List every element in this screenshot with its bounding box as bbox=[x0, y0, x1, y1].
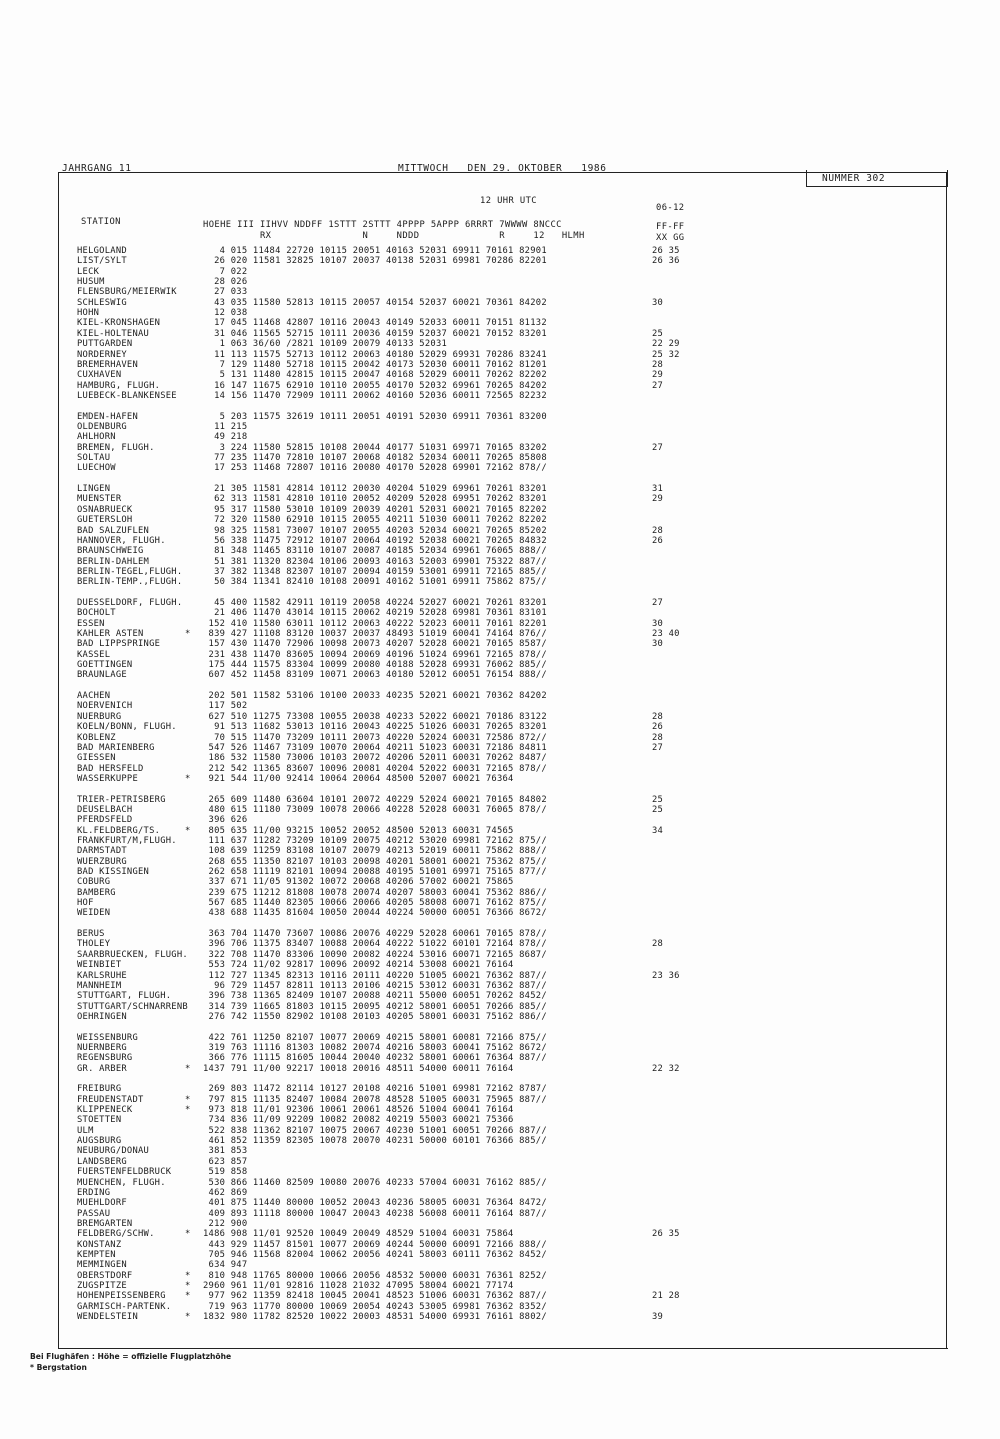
station-name: KOBLENZ bbox=[77, 732, 116, 743]
synop-code-groups: 31 046 11565 52715 10111 20036 40159 52037 60021 70152 83201 bbox=[203, 328, 547, 339]
synop-code-groups: 51 381 11320 82304 10106 20093 40163 52003 69901 75322 887// bbox=[203, 556, 547, 567]
wind-period-label: 06-12 bbox=[656, 203, 685, 213]
station-name: LUEBECK-BLANKENSEE bbox=[77, 390, 177, 401]
station-name: KIEL-HOLTENAU bbox=[77, 328, 150, 339]
synop-code-groups: 319 763 11116 81303 10082 20074 40216 58003 60041 75162 8672/ bbox=[203, 1042, 547, 1053]
gust-values: 21 28 bbox=[652, 1291, 680, 1302]
gust-values: 26 36 bbox=[652, 256, 680, 267]
synop-code-groups: 11 215 bbox=[203, 421, 248, 432]
station-name: BAD LIPPSPRINGE bbox=[77, 639, 161, 650]
gust-values: 39 bbox=[652, 1312, 664, 1322]
mountain-station-marker: * bbox=[185, 1105, 191, 1115]
station-name: STUTTGART/SCHNARRENB bbox=[77, 1001, 188, 1012]
synop-code-groups: 7 022 bbox=[203, 266, 248, 277]
station-name: ULM bbox=[77, 1125, 94, 1136]
station-name: EMDEN-HAFEN bbox=[77, 411, 139, 422]
station-name: KASSEL bbox=[77, 649, 111, 660]
station-name: WUERZBURG bbox=[77, 856, 127, 867]
synop-code-groups: 480 615 11180 73009 10078 20066 40228 52028 60031 76065 878// bbox=[203, 804, 547, 815]
gust-values: 34 bbox=[652, 825, 664, 836]
station-name: STOETTEN bbox=[77, 1115, 122, 1126]
synop-code-groups: 11 113 11575 52713 10112 20063 40180 52029 69931 70286 83241 bbox=[203, 349, 547, 360]
station-name: BREMEN, FLUGH. bbox=[77, 442, 155, 453]
station-name: OSNABRUECK bbox=[77, 504, 133, 515]
synop-code-groups: 202 501 11582 53106 10100 20033 40235 52021 60021 70362 84202 bbox=[203, 691, 547, 701]
issue-number: NUMMER 302 bbox=[822, 173, 886, 184]
gust-values: 27 bbox=[652, 380, 664, 391]
mountain-station-note: * Bergstation bbox=[30, 1363, 87, 1372]
gust-values: 29 bbox=[652, 494, 664, 505]
station-name: HUSUM bbox=[77, 277, 105, 288]
synop-code-groups: 401 875 11440 80000 10052 20043 40236 58005 60031 76364 8472/ bbox=[203, 1198, 547, 1209]
synop-code-groups: 239 675 11212 81808 10078 20074 40207 58003 60041 75362 886// bbox=[203, 887, 547, 898]
station-name: WEINBIET bbox=[77, 960, 122, 971]
code-column-header: HOEHE III IIHVV NDDFF 1STTT 2STTT 4PPPP 5APPP 6RRRT 7WWWW 8NCCC bbox=[203, 220, 562, 230]
gust-values: 30 bbox=[652, 639, 664, 650]
synop-code-groups: 530 866 11460 82509 10080 20076 40233 57004 60031 76162 885// bbox=[203, 1177, 547, 1188]
gust-values: 26 35 bbox=[652, 246, 680, 256]
synop-code-groups: 438 688 11435 81604 10050 20044 40224 50000 60051 76366 8672/ bbox=[203, 908, 547, 919]
station-name: WEISSENBURG bbox=[77, 1032, 139, 1043]
gust-values: 23 36 bbox=[652, 970, 680, 981]
station-name: BAD HERSFELD bbox=[77, 763, 144, 774]
station-name: FREUDENSTADT bbox=[77, 1094, 144, 1105]
station-name: BERLIN-TEMP.,FLUGH. bbox=[77, 577, 183, 588]
station-name: ESSEN bbox=[77, 618, 105, 629]
station-name: GR. ARBER bbox=[77, 1063, 127, 1074]
synop-code-groups: 734 836 11/09 92209 10082 20082 40219 55003 60021 75366 bbox=[203, 1115, 514, 1126]
station-name: GUETERSLOH bbox=[77, 515, 133, 526]
synop-code-groups: 112 727 11345 82313 10116 20111 40220 51005 60021 76362 887// bbox=[203, 970, 547, 981]
station-name: MUENCHEN, FLUGH. bbox=[77, 1177, 166, 1188]
gust-values: 26 bbox=[652, 535, 664, 546]
synop-code-groups: 27 033 bbox=[203, 287, 248, 298]
synop-code-groups: 973 818 11/01 92306 10061 20061 48526 51004 60041 76164 bbox=[203, 1105, 514, 1115]
left-rule bbox=[58, 172, 59, 1348]
synop-code-groups: 921 544 11/00 92414 10064 20064 48500 52007 60021 76364 bbox=[203, 773, 514, 784]
synop-code-groups: 265 609 11480 63604 10101 20072 40229 52024 60021 70165 84802 bbox=[203, 794, 547, 805]
station-name: BRAUNSCHWEIG bbox=[77, 546, 144, 557]
gust-values: 28 bbox=[652, 711, 664, 722]
synop-code-groups: 157 430 11470 72906 10098 20073 40207 52028 60021 70165 8587/ bbox=[203, 639, 547, 650]
synop-code-groups: 98 325 11581 73007 10107 20055 40203 52034 60021 70265 85202 bbox=[203, 525, 547, 536]
synop-code-groups: 443 929 11457 81501 10077 20069 40244 50000 60091 72166 888// bbox=[203, 1239, 547, 1250]
station-name: NOERVENICH bbox=[77, 701, 133, 712]
synop-code-groups: 96 729 11457 82811 10113 20106 40215 53012 60031 76362 887// bbox=[203, 980, 547, 991]
synop-code-groups: 50 384 11341 82410 10108 20091 40162 51001 69911 75862 875// bbox=[203, 577, 547, 588]
code-column-subheader: RX N NDDD R 12 HLMH bbox=[203, 231, 585, 241]
station-name: OEHRINGEN bbox=[77, 1011, 127, 1022]
synop-code-groups: 37 382 11348 82307 10107 20094 40159 53001 69911 72165 885// bbox=[203, 566, 547, 577]
synop-code-groups: 322 708 11470 83306 10090 20082 40224 53016 60071 72165 8687/ bbox=[203, 949, 547, 960]
station-name: MUENSTER bbox=[77, 494, 122, 505]
station-name: LIST/SYLT bbox=[77, 256, 127, 267]
station-name: OBERSTDORF bbox=[77, 1270, 133, 1281]
station-name: DUESSELDORF, FLUGH. bbox=[77, 597, 183, 608]
station-name: BERLIN-TEGEL,FLUGH. bbox=[77, 566, 183, 577]
synop-code-groups: 62 313 11581 42810 10110 20052 40209 52028 69951 70262 83201 bbox=[203, 494, 547, 505]
station-name: WEIDEN bbox=[77, 908, 111, 919]
station-name: CUXHAVEN bbox=[77, 370, 122, 381]
synop-code-groups: 607 452 11458 83109 10071 20063 40180 52012 60051 76154 888// bbox=[203, 670, 547, 681]
station-name: THOLEY bbox=[77, 939, 111, 950]
synop-code-groups: 396 738 11365 82409 10107 20088 40211 55000 60051 70262 8452/ bbox=[203, 991, 547, 1002]
synop-code-groups: 231 438 11470 83605 10094 20069 40196 51024 69961 72165 878// bbox=[203, 649, 547, 660]
station-name: GARMISCH-PARTENK. bbox=[77, 1301, 172, 1312]
mountain-station-marker: * bbox=[185, 1229, 191, 1240]
station-name: BREMGARTEN bbox=[77, 1218, 133, 1229]
station-name: BAMBERG bbox=[77, 887, 116, 898]
gust-values: 28 bbox=[652, 939, 664, 950]
station-name: STUTTGART, FLUGH. bbox=[77, 991, 172, 1002]
station-name: PUTTGARDEN bbox=[77, 339, 133, 350]
mountain-station-marker: * bbox=[185, 1270, 191, 1281]
gust-column-subheader: XX GG bbox=[656, 233, 685, 243]
synop-code-groups: 4 015 11484 22720 10115 20051 40163 52031 69911 70161 82901 bbox=[203, 246, 547, 256]
gust-values: 23 40 bbox=[652, 629, 680, 639]
station-name: BAD SALZUFLEN bbox=[77, 525, 150, 536]
station-name: NORDERNEY bbox=[77, 349, 127, 360]
synop-code-groups: 7 129 11480 52718 10115 20042 40173 52030 60011 70162 81201 bbox=[203, 359, 547, 370]
gust-values: 27 bbox=[652, 597, 664, 608]
synop-code-groups: 17 253 11468 72807 10116 20080 40170 52028 69901 72162 878// bbox=[203, 463, 547, 474]
synop-code-groups: 16 147 11675 62910 10110 20055 40170 52032 69961 70265 84202 bbox=[203, 380, 547, 391]
synop-code-groups: 461 852 11359 82305 10078 20070 40231 50000 60101 76366 885// bbox=[203, 1136, 547, 1147]
synop-code-groups: 627 510 11275 73308 10055 20038 40233 52022 60021 70186 83122 bbox=[203, 711, 547, 722]
synop-code-groups: 152 410 11580 63011 10112 20063 40222 52023 60011 70161 82201 bbox=[203, 618, 547, 629]
synop-code-groups: 553 724 11/02 92817 10096 20092 40214 53008 60021 76164 bbox=[203, 960, 514, 971]
synop-code-groups: 810 948 11765 80000 10066 20056 48532 50000 60031 76361 8252/ bbox=[203, 1270, 547, 1281]
station-name: KL.FELDBERG/TS. bbox=[77, 825, 161, 836]
synop-code-groups: 1 063 36/60 /2821 10109 20079 40133 52031 bbox=[203, 339, 448, 350]
station-name: ERDING bbox=[77, 1187, 111, 1198]
synop-code-groups: 21 305 11581 42814 10112 20030 40204 51029 69961 70261 83201 bbox=[203, 484, 547, 494]
gust-values: 27 bbox=[652, 742, 664, 753]
report-date: MITTWOCH DEN 29. OKTOBER 1986 bbox=[398, 163, 607, 174]
station-name: NUERNBERG bbox=[77, 1042, 127, 1053]
station-name: KONSTANZ bbox=[77, 1239, 122, 1250]
station-name: SCHLESWIG bbox=[77, 297, 127, 308]
station-name: SOLTAU bbox=[77, 453, 111, 463]
station-name: HOHENPEISSENBERG bbox=[77, 1291, 166, 1302]
gust-values: 30 bbox=[652, 297, 664, 308]
station-name: FRANKFURT/M,FLUGH. bbox=[77, 835, 177, 846]
station-name: KLIPPENECK bbox=[77, 1105, 133, 1115]
station-name: GOETTINGEN bbox=[77, 660, 133, 670]
gust-values: 25 32 bbox=[652, 349, 680, 360]
synop-code-groups: 111 637 11282 73209 10109 20075 40212 53020 69981 72162 875// bbox=[203, 835, 547, 846]
gust-values: 30 bbox=[652, 618, 664, 629]
synop-code-groups: 17 045 11468 42807 10116 20043 40149 52033 60011 70151 81132 bbox=[203, 318, 547, 329]
synop-code-groups: 337 671 11/05 91302 10072 20068 40206 57002 60021 75865 bbox=[203, 877, 514, 888]
mountain-station-marker: * bbox=[185, 1063, 191, 1074]
synop-code-groups: 462 869 bbox=[203, 1187, 248, 1198]
synop-code-groups: 314 739 11665 81803 10115 20095 40212 58001 60051 70266 885// bbox=[203, 1001, 547, 1012]
station-name: NUERBURG bbox=[77, 711, 122, 722]
synop-code-groups: 175 444 11575 83304 10099 20080 40188 52028 69931 76062 885// bbox=[203, 660, 547, 670]
gust-values: 28 bbox=[652, 359, 664, 370]
synop-code-groups: 797 815 11135 82407 10084 20078 48528 51005 60031 75965 887// bbox=[203, 1094, 547, 1105]
station-name: KIEL-KRONSHAGEN bbox=[77, 318, 161, 329]
station-name: BRAUNLAGE bbox=[77, 670, 127, 681]
airport-height-note: Bei Flughäfen : Höhe = offizielle Flugplatzhöhe bbox=[30, 1352, 232, 1361]
synop-code-groups: 276 742 11550 82902 10108 20103 40205 58001 60031 75162 886// bbox=[203, 1011, 547, 1022]
station-name: AACHEN bbox=[77, 691, 111, 701]
synop-code-groups: 2960 961 11/01 92816 11028 21032 47095 58004 60021 77174 bbox=[203, 1281, 514, 1291]
station-name: BREMERHAVEN bbox=[77, 359, 139, 370]
synop-code-groups: 108 639 11259 83108 10107 20079 40213 52019 60011 75862 888// bbox=[203, 846, 547, 857]
station-name: BAD MARIENBERG bbox=[77, 742, 155, 753]
station-name: WASSERKUPPE bbox=[77, 773, 139, 784]
gust-values: 26 bbox=[652, 722, 664, 733]
gust-values: 28 bbox=[652, 732, 664, 743]
synop-code-groups: 186 532 11580 73006 10103 20072 40206 52011 60031 70262 8487/ bbox=[203, 753, 547, 764]
station-column-header: STATION bbox=[81, 217, 121, 227]
station-name: HANNOVER, FLUGH. bbox=[77, 535, 166, 546]
synop-code-groups: 1486 908 11/01 92520 10049 20049 48529 51004 60031 75864 bbox=[203, 1229, 514, 1240]
gust-values: 28 bbox=[652, 525, 664, 536]
synop-code-groups: 262 658 11119 82101 10094 20088 40195 51001 69971 75165 877// bbox=[203, 867, 547, 877]
station-name: KAHLER ASTEN bbox=[77, 629, 144, 639]
synop-code-groups: 91 513 11682 53013 10116 20043 40225 51026 60031 70265 83201 bbox=[203, 722, 547, 733]
synop-code-groups: 363 704 11470 73607 10086 20076 40229 52028 60061 70165 878// bbox=[203, 929, 547, 940]
gust-values: 29 bbox=[652, 370, 664, 381]
synop-code-groups: 43 035 11580 52813 10115 20057 40154 52037 60021 70361 84202 bbox=[203, 297, 547, 308]
station-name: MEMMINGEN bbox=[77, 1260, 127, 1271]
synop-code-groups: 212 900 bbox=[203, 1218, 248, 1229]
synop-code-groups: 634 947 bbox=[203, 1260, 248, 1271]
synop-code-groups: 519 858 bbox=[203, 1167, 248, 1178]
mountain-station-marker: * bbox=[185, 1281, 191, 1291]
station-name: NEUBURG/DONAU bbox=[77, 1146, 150, 1157]
station-name: DEUSELBACH bbox=[77, 804, 133, 815]
synop-code-groups: 839 427 11108 83120 10037 20037 48493 51019 60041 74164 876// bbox=[203, 629, 547, 639]
right-rule bbox=[946, 172, 947, 1348]
gust-values: 22 29 bbox=[652, 339, 680, 350]
gust-values: 25 bbox=[652, 328, 664, 339]
synop-code-groups: 522 838 11362 82107 10075 20067 40230 51001 60051 70266 887// bbox=[203, 1125, 547, 1136]
synop-code-groups: 366 776 11115 81605 10044 20040 40232 58001 60061 76364 887// bbox=[203, 1053, 547, 1064]
synop-code-groups: 49 218 bbox=[203, 432, 248, 443]
station-name: HAMBURG, FLUGH. bbox=[77, 380, 161, 391]
synop-code-groups: 117 502 bbox=[203, 701, 248, 712]
station-name: WENDELSTEIN bbox=[77, 1312, 139, 1322]
synop-code-groups: 705 946 11568 82004 10062 20056 40241 58003 60111 76362 8452/ bbox=[203, 1249, 547, 1260]
synop-code-groups: 81 348 11465 83110 10107 20087 40185 52034 69961 76065 888// bbox=[203, 546, 547, 557]
station-name: MUEHLDORF bbox=[77, 1198, 127, 1209]
synop-code-groups: 14 156 11470 72909 10111 20062 40160 52036 60011 72565 82232 bbox=[203, 390, 547, 401]
synop-code-groups: 1437 791 11/00 92217 10018 20016 48511 54000 60011 76164 bbox=[203, 1063, 514, 1074]
gust-values: 26 35 bbox=[652, 1229, 680, 1240]
station-name: ZUGSPITZE bbox=[77, 1281, 127, 1291]
station-name: COBURG bbox=[77, 877, 111, 888]
station-name: LINGEN bbox=[77, 484, 111, 494]
station-name: BAD KISSINGEN bbox=[77, 867, 150, 877]
station-name: BERUS bbox=[77, 929, 105, 940]
bottom-rule bbox=[58, 1348, 948, 1349]
synop-code-groups: 21 406 11470 43014 10115 20062 40219 52028 69981 70361 83101 bbox=[203, 608, 547, 619]
gust-values: 31 bbox=[652, 484, 664, 494]
synop-code-groups: 1832 980 11782 82520 10022 20003 48531 54000 69931 76161 8802/ bbox=[203, 1312, 547, 1322]
synop-code-groups: 56 338 11475 72912 10107 20064 40192 52038 60021 70265 84832 bbox=[203, 535, 547, 546]
gust-values: 27 bbox=[652, 442, 664, 453]
observation-time: 12 UHR UTC bbox=[480, 196, 537, 206]
synop-code-groups: 547 526 11467 73109 10070 20064 40211 51023 60031 72186 84811 bbox=[203, 742, 547, 753]
station-name: GIESSEN bbox=[77, 753, 116, 764]
station-name: MANNHEIM bbox=[77, 980, 122, 991]
station-name: PFERDSFELD bbox=[77, 815, 133, 826]
station-name: FLENSBURG/MEIERWIK bbox=[77, 287, 177, 298]
synop-code-groups: 3 224 11580 52815 10108 20044 40177 51031 69971 70165 83202 bbox=[203, 442, 547, 453]
synop-code-groups: 269 803 11472 82114 10127 20108 40216 51001 69981 72162 8787/ bbox=[203, 1084, 547, 1095]
synop-code-groups: 12 038 bbox=[203, 308, 248, 319]
synop-code-groups: 45 400 11582 42911 10119 20058 40224 52027 60021 70261 83201 bbox=[203, 597, 547, 608]
synop-code-groups: 396 626 bbox=[203, 815, 248, 826]
synop-code-groups: 26 020 11581 32825 10107 20037 40138 52031 69981 70286 82201 bbox=[203, 256, 547, 267]
synop-code-groups: 212 542 11365 83607 10096 20081 40204 52022 60031 72165 878// bbox=[203, 763, 547, 774]
synop-code-groups: 719 963 11770 80000 10069 20054 40243 53005 69981 76362 8352/ bbox=[203, 1301, 547, 1312]
synop-code-groups: 396 706 11375 83407 10088 20064 40222 51022 60101 72164 878// bbox=[203, 939, 547, 950]
mountain-station-marker: * bbox=[185, 773, 191, 784]
mountain-station-marker: * bbox=[185, 1312, 191, 1322]
station-name: HOHN bbox=[77, 308, 100, 319]
synop-code-groups: 977 962 11359 82418 10045 20041 48523 51006 60031 76362 887// bbox=[203, 1291, 547, 1302]
synop-code-groups: 805 635 11/00 93215 10052 20052 48500 52013 60031 74565 bbox=[203, 825, 514, 836]
synop-code-groups: 72 320 11580 62910 10115 20055 40211 51030 60011 70262 82202 bbox=[203, 515, 547, 526]
station-name: KOELN/BONN, FLUGH. bbox=[77, 722, 177, 733]
gust-values: 25 bbox=[652, 794, 664, 805]
synop-code-groups: 567 685 11440 82305 10066 20066 40205 58008 60071 76162 875// bbox=[203, 898, 547, 908]
synop-code-groups: 381 853 bbox=[203, 1146, 248, 1157]
synop-code-groups: 77 235 11470 72810 10107 20068 40182 52034 60011 70265 85808 bbox=[203, 453, 547, 463]
station-name: HOF bbox=[77, 898, 94, 908]
station-name: PASSAU bbox=[77, 1208, 111, 1219]
station-name: AUGSBURG bbox=[77, 1136, 122, 1147]
synop-code-groups: 5 131 11480 42815 10115 20047 40168 52029 60011 70262 82202 bbox=[203, 370, 547, 381]
station-name: LUECHOW bbox=[77, 463, 116, 474]
synop-code-groups: 268 655 11350 82107 10103 20098 40201 58001 60021 75362 875// bbox=[203, 856, 547, 867]
station-name: KEMPTEN bbox=[77, 1249, 116, 1260]
station-name: LECK bbox=[77, 266, 100, 277]
gust-values: 22 32 bbox=[652, 1063, 680, 1074]
station-name: HELGOLAND bbox=[77, 246, 127, 256]
gust-column-header: FF-FF bbox=[656, 222, 685, 232]
station-name: FUERSTENFELDBRUCK bbox=[77, 1167, 172, 1178]
volume-label: JAHRGANG 11 bbox=[62, 163, 132, 174]
station-name: KARLSRUHE bbox=[77, 970, 127, 981]
station-name: BERLIN-DAHLEM bbox=[77, 556, 150, 567]
synop-code-groups: 70 515 11470 73209 10111 20073 40220 52024 60031 72586 872// bbox=[203, 732, 547, 743]
synop-code-groups: 95 317 11580 53010 10109 20039 40201 52031 60021 70165 82202 bbox=[203, 504, 547, 515]
station-name: OLDENBURG bbox=[77, 421, 127, 432]
synop-code-groups: 28 026 bbox=[203, 277, 248, 288]
mountain-station-marker: * bbox=[185, 1094, 191, 1105]
station-name: DARMSTADT bbox=[77, 846, 127, 857]
station-name: AHLHORN bbox=[77, 432, 116, 443]
station-name: FELDBERG/SCHW. bbox=[77, 1229, 155, 1240]
synop-code-groups: 5 203 11575 32619 10111 20051 40191 52030 69911 70361 83200 bbox=[203, 411, 547, 422]
mountain-station-marker: * bbox=[185, 1291, 191, 1302]
station-name: TRIER-PETRISBERG bbox=[77, 794, 166, 805]
mountain-station-marker: * bbox=[185, 629, 191, 639]
mountain-station-marker: * bbox=[185, 825, 191, 836]
gust-values: 25 bbox=[652, 804, 664, 815]
station-name: REGENSBURG bbox=[77, 1053, 133, 1064]
station-name: BOCHOLT bbox=[77, 608, 116, 619]
station-name: FREIBURG bbox=[77, 1084, 122, 1095]
station-name: LANDSBERG bbox=[77, 1156, 127, 1167]
synop-code-groups: 422 761 11250 82107 10077 20069 40215 58001 60081 72166 875// bbox=[203, 1032, 547, 1043]
synop-code-groups: 409 893 11118 80000 10047 20043 40238 56008 60011 76164 887// bbox=[203, 1208, 547, 1219]
station-name: SAARBRUECKEN, FLUGH. bbox=[77, 949, 188, 960]
synop-code-groups: 623 857 bbox=[203, 1156, 248, 1167]
